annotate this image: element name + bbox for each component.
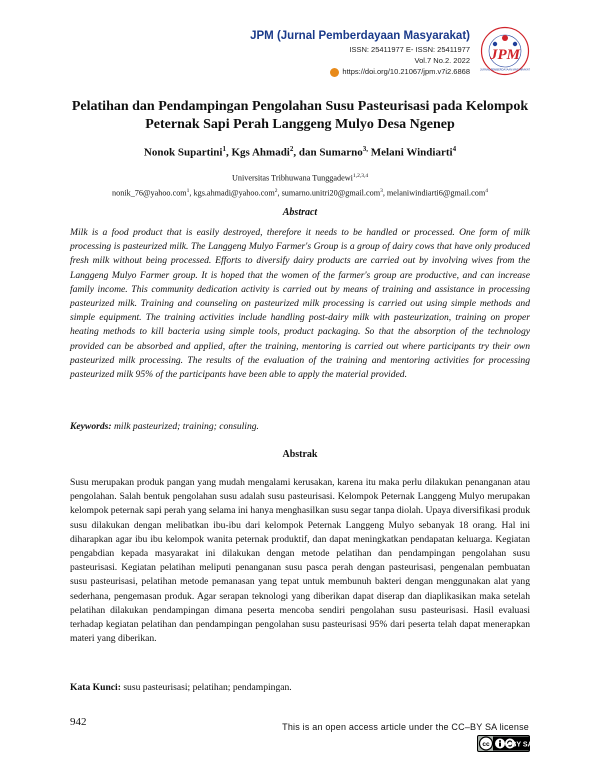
author-name: Melani Windiarti	[370, 146, 453, 159]
author-email[interactable]: sumarno.unitri20@gmail.com	[281, 188, 381, 198]
page-number: 942	[70, 716, 87, 728]
svg-text:cc: cc	[482, 741, 490, 748]
journal-title: JPM (Jurnal Pemberdayaan Masyarakat)	[250, 30, 470, 42]
author-email[interactable]: kgs.ahmadi@yahoo.com	[193, 188, 275, 198]
keywords-line: Keywords: milk pasteurized; training; consuling.	[70, 421, 259, 432]
doi-icon	[330, 68, 339, 77]
affiliation-block	[30, 170, 570, 199]
author-name: Nonok Supartini	[143, 146, 223, 159]
doi-link[interactable]: https://doi.org/10.21067/jpm.v7i2.6868	[342, 67, 470, 76]
doi-line[interactable]	[330, 67, 470, 77]
author-name: Sumarno	[319, 146, 363, 159]
author-email[interactable]: melaniwindiarti6@gmail.com	[386, 188, 486, 198]
cc-by-sa-icon[interactable]	[477, 735, 533, 752]
journal-logo	[480, 26, 530, 76]
license-text: This is an open access article under the CC–BY SA license	[282, 722, 529, 732]
journal-volume: Vol.7 No.2. 2022	[414, 56, 470, 65]
journal-issn: ISSN: 25411977 E- ISSN: 25411977	[349, 45, 470, 54]
abstrak-text: Susu merupakan produk pangan yang mudah mengalami kerusakan, karena itu maka perlu dilakukan penanganan atau pengolahan. Salah bentuk pengolahan susu adalah susu pasteurisasi. Kelompok Peternak Langgeng Mulyo merupakan kelompok peternak sapi perah yang selama ini hanya menghasilkan susu segar tanpa diolah. Upaya diversifikasi produk susu dilakukan dengan melibatkan ibu-ibu dari kelompok Peternak Langgeng Mulyo sebanyak 18 orang. Hal ini diharapkan agar ibu ibu kelompok wanita peternak produktif, dan dapat meningkatkan pendapatan keluarga. Kegiatan pengabdian kepada masyarakat ini dilakukan dengan metode pelatihan dan pendampingan pengolahan susu pasteurisasi. Kegiatan pelatihan meliputi penanganan susu pasca perah dengan pasteurisasi, pengenalan pembuatan susu pasteurisasi, pelatihan metode pemanasan yang tepat untuk membunuh bakteri dengan menggunakan alat yang sederhana, pengemasan produk. Agar serapan teknologi yang diberikan dapat diserap dan diaplikasikan maka setelah pelatihan dilakukan pendampingan dimana peserta mencoba sendiri pengolahan susu pasteurisasi. Hasil evaluasi terhadap kegiatan pelatihan dan pendampingan pengolahan susu pasteurisasi 95% dari peserta telah dapat menerapkan materi yang diberikan.	[70, 477, 530, 645]
author-name: Kgs Ahmadi	[231, 146, 290, 159]
email-list: nonik_76@yahoo.com$^1$, kgs.ahmadi@yahoo.com$^2$, sumarno.unitri20@gmail.com$^3$, melaniwindiarti6@gmail.com$^4$	[112, 187, 488, 198]
abstrak-heading: Abstrak	[282, 449, 318, 460]
affiliation: Universitas Tribhuwana Tunggadewi$^{1,2,3,4}$	[231, 173, 369, 183]
kata-kunci-line: Kata Kunci: susu pasteurisasi; pelatihan; pendampingan.	[70, 682, 292, 693]
logo-letters: JPM	[490, 47, 520, 63]
abstract-heading: Abstract	[282, 207, 318, 218]
author-list: Nonok Supartini$^1$, Kgs Ahmadi$^2$, dan Sumarno$^{3,}$ Melani Windiarti$^4$	[143, 145, 457, 159]
paper-title: Pelatihan dan Pendampingan Pengolahan Susu Pasteurisasi pada Kelompok Peternak Sapi Perah Langgeng Mulyo Desa Ngenep	[71, 99, 529, 132]
svg-text:BY SA: BY SA	[511, 741, 533, 749]
logo-ring-text: JURNAL PEMBERDAYAAN MASYARAKAT	[479, 68, 531, 72]
author-email[interactable]: nonik_76@yahoo.com	[112, 188, 187, 198]
abstract-text: Milk is a food product that is easily destroyed, therefore it needs to be handled or processed. One form of milk processing is pasteurized milk. The Langgeng Mulyo Farmer's Group is a group of dairy cows that have only produced fresh milk without being processed. Efforts to diversify dairy products are carried out by involving wives from the Langgeng Mulyo Farmer group. It is hoped that the women of the farmer's group are productive, and can increase family income. This community dedication activity is carried out by means of training and assistance in processing pasteurized milk. Training and counseling on pasteurized milk processing is carried out using simple methods and simple equipment. The training activities include handling post-dairy milk with pasteurization, training on proper heating methods to kill bacteria using simple tools, product packaging. So that the absorption of the technology provided can be absorbed and applied, after the training, mentoring is carried out where participants try their own pasteurized milk processing. The results of the evaluation of the training and mentoring activities for processing pasteurized milk 95% of the participants have been able to apply the material provided.	[70, 227, 530, 381]
